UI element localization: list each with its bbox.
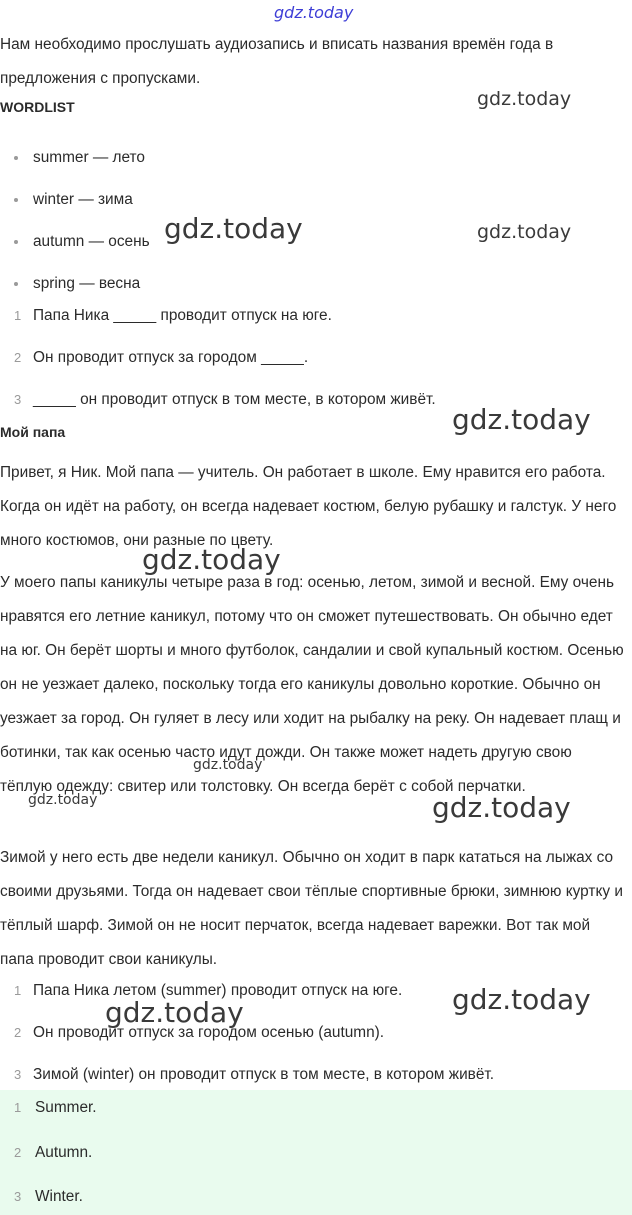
watermark: gdz.today [452, 983, 591, 1016]
text-paragraph: Привет, я Ник. Мой папа — учитель. Он работает в школе. Ему нравится его работа. Когда он идёт на работу, он всегда надевает костюм, белую рубашку и галстук. У него много костюмов, они разные по цвету. [0, 464, 617, 549]
watermark: gdz.today [193, 757, 263, 773]
watermark: gdz.today [432, 791, 571, 824]
gap-sentence: 3 _____ он проводит отпуск в том месте, в котором живёт. [14, 391, 436, 408]
watermark: gdz.today [452, 403, 591, 436]
text-paragraph: У моего папы каникулы четыре раза в год: осенью, летом, зимой и весной. Ему очень нравятся его летние каникул, потому что он сможет путешествовать. Он обычно едет на юг. Он берёт шорты и много футболок, сандалии и свой купальный костюм. Осенью он не уезжает далеко, поскольку тогда его каникулы довольно короткие. Обычно он уезжает за город. Он гуляет в лесу или ходит на рыбалку на реку. Он надевает плащ и ботинки, так как осенью часто идут дожди. Он также может надеть другую свою тёплую одежду: свитер или толстовку. Он всегда берёт с собой перчатки. [0, 574, 624, 795]
wordlist-item: autumn — осень [14, 232, 150, 252]
wordlist-item: summer — лето [14, 148, 145, 168]
wordlist-item: spring — весна [14, 274, 140, 294]
watermark: gdz.today [477, 88, 572, 110]
filled-sentence: 1 Папа Ника летом (summer) проводит отпуск на юге. [14, 982, 403, 999]
watermark: gdz.today [477, 221, 572, 243]
gap-sentence: 1 Папа Ника _____ проводит отпуск на юге. [14, 307, 332, 324]
filled-sentence: 3 Зимой (winter) он проводит отпуск в том месте, в котором живёт. [14, 1066, 495, 1083]
answers-block [0, 1090, 632, 1215]
watermark: gdz.today [28, 792, 98, 808]
watermark: gdz.today [274, 3, 354, 22]
wordlist-item: winter — зима [14, 190, 133, 210]
filled-sentence: 2 Он проводит отпуск за городом осенью (autumn). [14, 1024, 385, 1041]
watermark: gdz.today [164, 212, 303, 245]
answer-item: 2 Autumn. [14, 1144, 93, 1161]
gap-sentence: 2 Он проводит отпуск за городом _____. [14, 349, 309, 366]
wordlist-heading: WORDLIST [0, 99, 75, 115]
text-heading: Мой папа [0, 424, 66, 440]
answer-item: 1 Summer. [14, 1099, 97, 1116]
watermark: gdz.today [142, 543, 281, 576]
answer-item: 3 Winter. [14, 1188, 83, 1205]
task-instruction: Нам необходимо прослушать аудиозапись и вписать названия времён года в предложения с пропусками. [0, 36, 554, 87]
text-paragraph: Зимой у него есть две недели каникул. Обычно он ходит в парк кататься на лыжах со своими друзьями. Тогда он надевает свои тёплые спортивные брюки, зимнюю куртку и тёплый шарф. Зимой он не носит перчаток, всегда надевает варежки. Вот так мой папа проводит свои каникулы. [0, 849, 623, 968]
watermark: gdz.today [105, 996, 244, 1029]
